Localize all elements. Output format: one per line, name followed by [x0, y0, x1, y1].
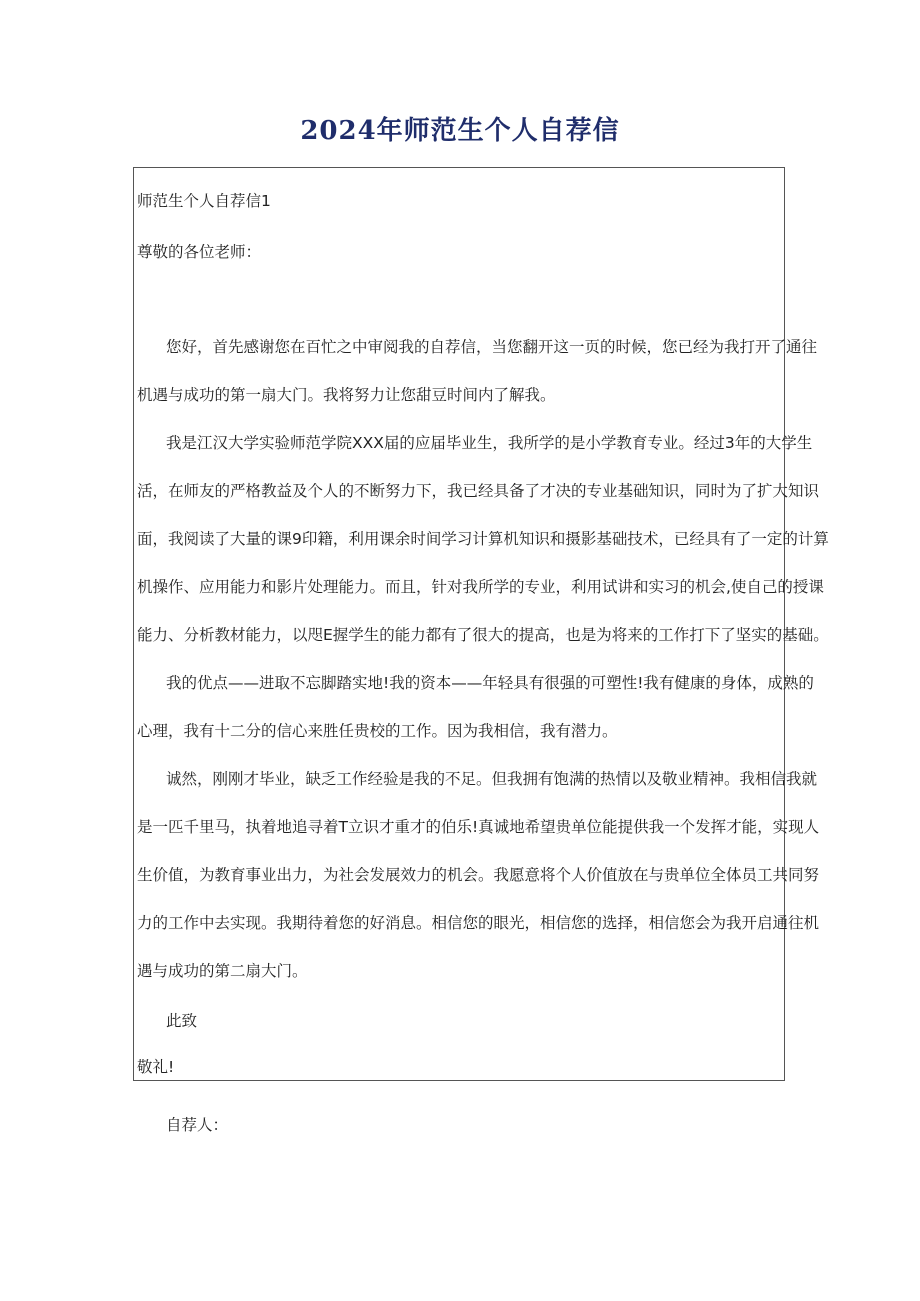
letter-heading: 师范生个人自荐信1: [137, 192, 271, 210]
paragraph-line: 遇与成功的第二扇大门。: [137, 962, 308, 980]
page-title: 2024年师范生个人自荐信: [300, 116, 620, 146]
paragraph-line: 我的优点——进取不忘脚踏实地!我的资本——年轻具有很强的可塑性!我有健康的身体，成熟的: [166, 674, 814, 692]
paragraph-line: 生价值，为教育事业出力，为社会发展效力的机会。我愿意将个人价值放在与贵单位全体员工共同努: [137, 866, 820, 884]
closing: 此致: [166, 1012, 198, 1030]
salutation: 尊敬的各位老师：: [137, 243, 262, 261]
letter-border: [133, 167, 829, 1081]
paragraph-line: 诚然，刚刚才毕业，缺乏工作经验是我的不足。但我拥有饱满的热情以及敬业精神。我相信我就: [166, 770, 818, 788]
paragraph-line: 您好，首先感谢您在百忙之中审阅我的自荐信，当您翻开这一页的时候，您已经为我打开了通往: [166, 338, 818, 356]
regards: 敬礼!: [137, 1058, 175, 1076]
paragraph-line: 心理，我有十二分的信心来胜任贵校的工作。因为我相信，我有潜力。: [137, 722, 618, 740]
paragraph-line: 我是江汉大学实验师范学院XXX届的应届毕业生，我所学的是小学教育专业。经过3年的大学生: [166, 434, 813, 452]
paragraph-line: 力的工作中去实现。我期待着您的好消息。相信您的眼光，相信您的选择，相信您会为我开启通往机: [137, 914, 820, 932]
paragraph-line: 能力、分析教材能力，以咫E握学生的能力都有了很大的提高，也是为将来的工作打下了坚实的基础。: [137, 626, 829, 644]
paragraph-line: 机操作、应用能力和影片处理能力。而且，针对我所学的专业，利用试讲和实习的机会,使自己的授课: [137, 578, 824, 596]
paragraph-line: 机遇与成功的第一扇大门。我将努力让您甜豆时间内了解我。: [137, 386, 556, 404]
paragraph-line: 是一匹千里马，执着地追寻着T立识才重才的伯乐!真诚地希望贵单位能提供我一个发挥才能，实现人: [137, 818, 820, 836]
paragraph-line: 活，在师友的严格教益及个人的不断努力下，我已经具备了才决的专业基础知识，同时为了扩大知识: [137, 482, 820, 500]
paragraph-line: 面，我阅读了大量的课9印籍，利用课余时间学习计算机知识和摄影基础技术，已经具有了一定的计算: [137, 530, 829, 548]
signature-label: 自荐人：: [166, 1116, 229, 1134]
